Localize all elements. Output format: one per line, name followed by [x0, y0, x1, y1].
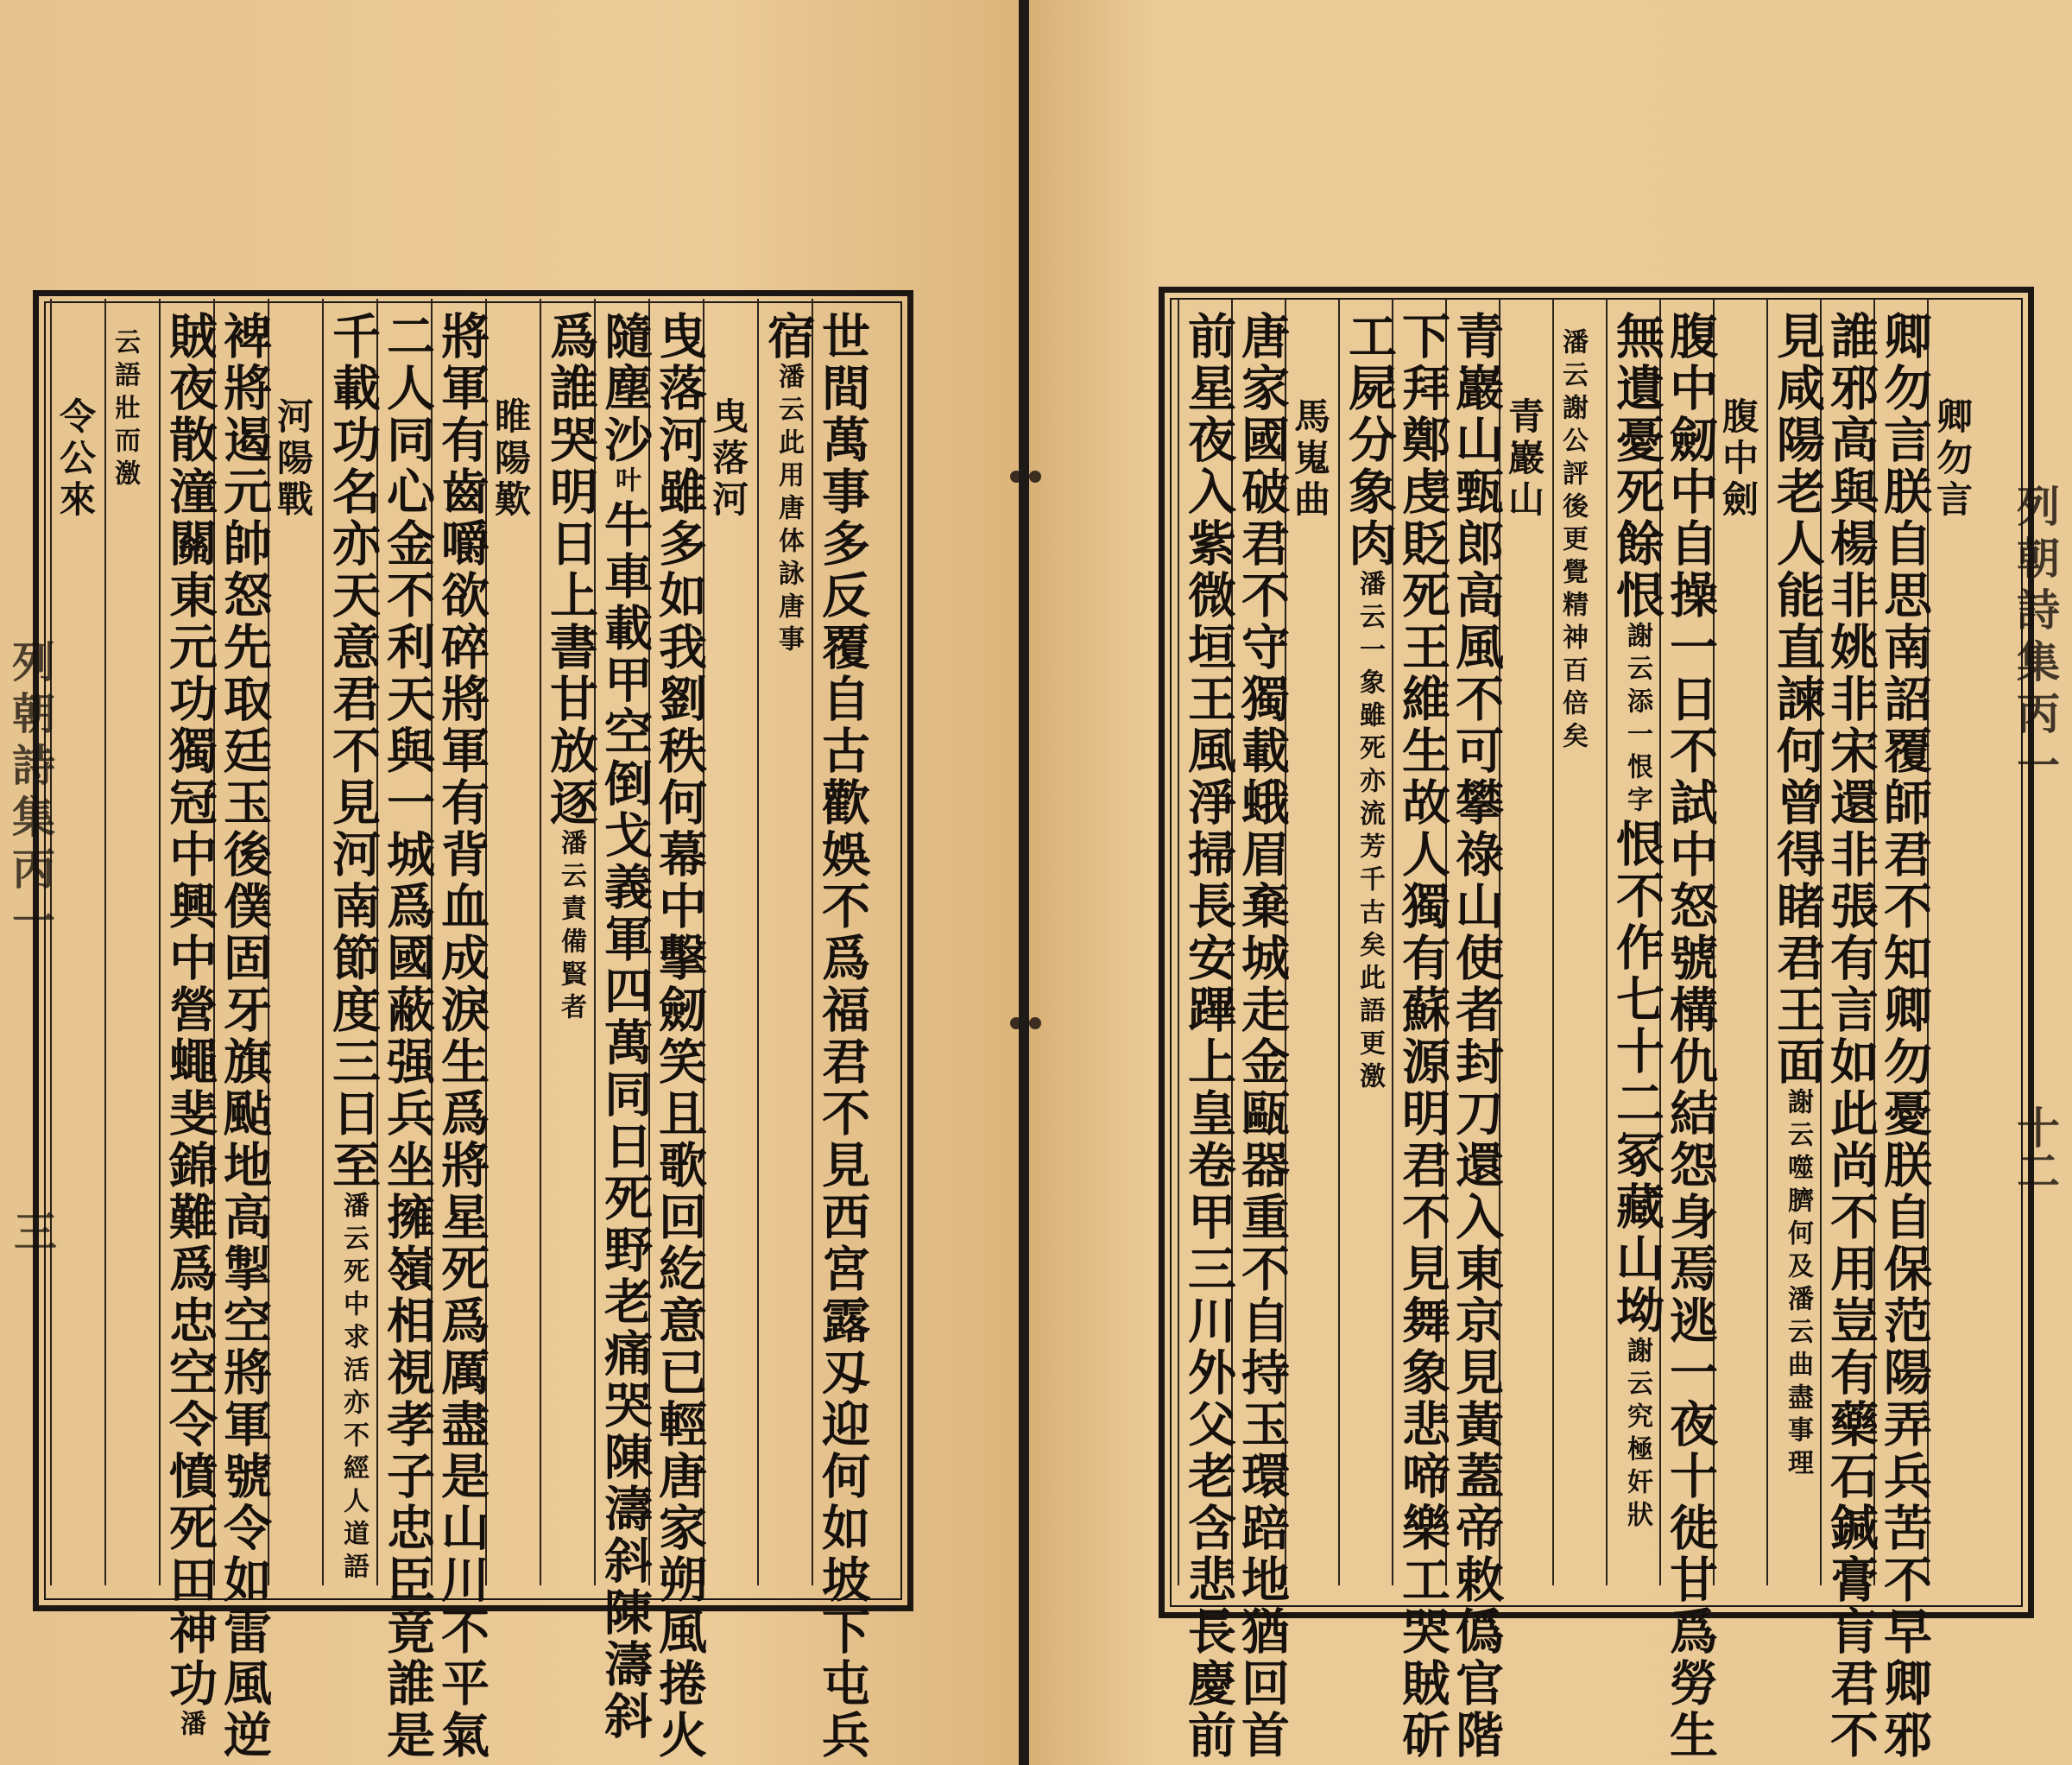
text-column [1180, 311, 1237, 1762]
column-rule [1552, 299, 1554, 1585]
column-rule [322, 299, 324, 1585]
text-column [216, 311, 273, 1762]
commentary-text: 潘云死中求活亦不經人道語 [338, 1192, 369, 1585]
poem-text: 牛車載甲空倒戈義軍四萬同日死野老痛哭陳濤斜陳濤斜 [597, 499, 654, 1743]
poem-text: 見咸陽老人能直諫何曾得睹君王面 [1769, 311, 1826, 1088]
text-column [110, 328, 140, 492]
column-rule [1606, 299, 1608, 1585]
poem-text: 下拜鄭虔貶死王維生故人獨有蘇源明君不見舞象悲啼樂工哭賊斫 [1394, 311, 1451, 1762]
poem-text: 誰邪高與楊非姚非宋還非張有言如此尚不用豈有藥石鍼膏肓君不 [1822, 311, 1879, 1762]
text-column [597, 311, 654, 1743]
poem-text: 腹中劒中自操一日不試中怒號構仇結怨身焉逃一夜十徙甘爲勞生 [1662, 311, 1719, 1762]
text-column [1341, 311, 1398, 1095]
text-column [1234, 311, 1291, 1762]
column-rule [540, 299, 541, 1585]
poem-text: 二人同心金不利天與一城爲國蔽强兵坐擁嶺相視孝子忠臣竟誰是 [379, 311, 436, 1762]
commentary-text: 潘云一象雖死亦流芳千古矣此語更激 [1355, 570, 1385, 1095]
text-column [1608, 311, 1665, 1534]
text-column [1822, 311, 1879, 1762]
poem-text: 千載功名亦天意君不見河南節度三日至 [325, 311, 382, 1192]
poem-text: 曳落河雖多如我劉秩何幕中擊劒笑且歌回紇意已輕唐家朔風捲火 [651, 311, 708, 1762]
text-column [433, 311, 490, 1762]
commentary-text: 云語壯而激 [110, 328, 140, 492]
column-rule [104, 299, 106, 1585]
text-column [1394, 311, 1451, 1762]
poem-text: 恨不作七十二冢藏山坳 [1608, 819, 1665, 1337]
text-column [814, 311, 871, 1762]
text-column [1289, 397, 1331, 522]
poem-text: 卿勿言朕自思南詔覆師君不知卿勿憂朕自保范陽弄兵苦不早卿邪 [1876, 311, 1933, 1762]
poem-title: 睢陽歎 [490, 397, 532, 522]
text-column [760, 311, 817, 658]
commentary-text: 潘 [175, 1710, 205, 1743]
poem-text: 唐家國破君不守獨載蛾眉棄城走金甌器重不自持玉環踣地猶回首 [1234, 311, 1291, 1762]
commentary-text: 叶 [610, 466, 641, 499]
commentary-text: 謝云究極奸狀 [1622, 1337, 1652, 1534]
column-rule [159, 299, 161, 1585]
poem-text: 隨塵沙 [597, 311, 654, 466]
text-column [325, 311, 382, 1585]
commentary-text: 潘云謝公評後更覺精神百倍矣 [1557, 328, 1588, 755]
poem-text: 青巖山甄郎高風不可攀祿山使者封刀還入東京見黃蓋帝敕僞官階 [1448, 311, 1505, 1762]
right-page [1029, 0, 2072, 1765]
poem-text: 無遺憂死餘恨 [1608, 311, 1665, 622]
text-column [54, 397, 97, 522]
poem-text: 世間萬事多反覆自古歡娛不爲福君不見西宮露刄迎何如坡下屯兵 [814, 311, 871, 1762]
poem-text: 前星夜入紫微垣王風淨掃長安蹕上皇卷甲三川外父老含悲長慶前 [1180, 311, 1237, 1762]
commentary-text: 謝云噬臍何及潘云曲盡事理 [1783, 1088, 1813, 1482]
text-column [1717, 397, 1759, 522]
text-column [161, 311, 218, 1743]
column-rule [1178, 299, 1179, 1585]
column-rule [757, 299, 759, 1585]
right-folio: 十二 [2010, 1105, 2061, 1192]
book-spine [1019, 0, 1029, 1765]
left-folio: 三 [7, 1209, 58, 1252]
text-column [542, 311, 599, 1026]
right-margin-title: 列朝詩集丙一 [2010, 484, 2061, 794]
commentary-text: 潘云責備賢者 [556, 829, 586, 1026]
poem-title: 腹中劍 [1717, 397, 1759, 522]
column-rule [1338, 299, 1340, 1585]
poem-title: 青巖山 [1503, 397, 1545, 522]
text-column [1769, 311, 1826, 1482]
poem-title: 令公來 [54, 397, 97, 522]
text-column [490, 397, 532, 522]
text-column [379, 311, 436, 1762]
poem-title: 曳落河 [707, 397, 749, 522]
text-column [1876, 311, 1933, 1762]
poem-title: 河陽戰 [272, 397, 314, 522]
poem-text: 裨將遏元帥怒先取廷玉後僕固牙旗颭地高掣空將軍號令如雷風逆 [216, 311, 273, 1762]
poem-text: 宿 [760, 311, 817, 363]
text-column [1557, 328, 1588, 755]
text-column [1448, 311, 1505, 1762]
text-column [1503, 397, 1545, 522]
left-page [0, 0, 1019, 1765]
poem-text: 工屍分象肉 [1341, 311, 1398, 570]
poem-title: 馬嵬曲 [1289, 397, 1331, 522]
text-column [1662, 311, 1719, 1762]
commentary-text: 謝云添一恨字 [1622, 622, 1652, 819]
poem-text: 爲誰哭明日上書甘放逐 [542, 311, 599, 829]
column-rule [1766, 299, 1768, 1585]
left-margin-title: 列朝詩集丙一 [5, 639, 56, 950]
poem-text: 將軍有齒嚼欲碎將軍有背血成淚生爲將星死爲厲盡是山川不平氣 [433, 311, 490, 1762]
poem-title: 卿勿言 [1931, 397, 1974, 522]
text-column [707, 397, 749, 522]
text-column [651, 311, 708, 1762]
commentary-text: 潘云此用唐体詠唐事 [774, 363, 804, 658]
text-column [1931, 397, 1974, 522]
poem-text: 賊夜散潼關東元功獨冠中興中營蠅斐錦難爲忠空令憤死田神功 [161, 311, 218, 1710]
text-column [272, 397, 314, 522]
